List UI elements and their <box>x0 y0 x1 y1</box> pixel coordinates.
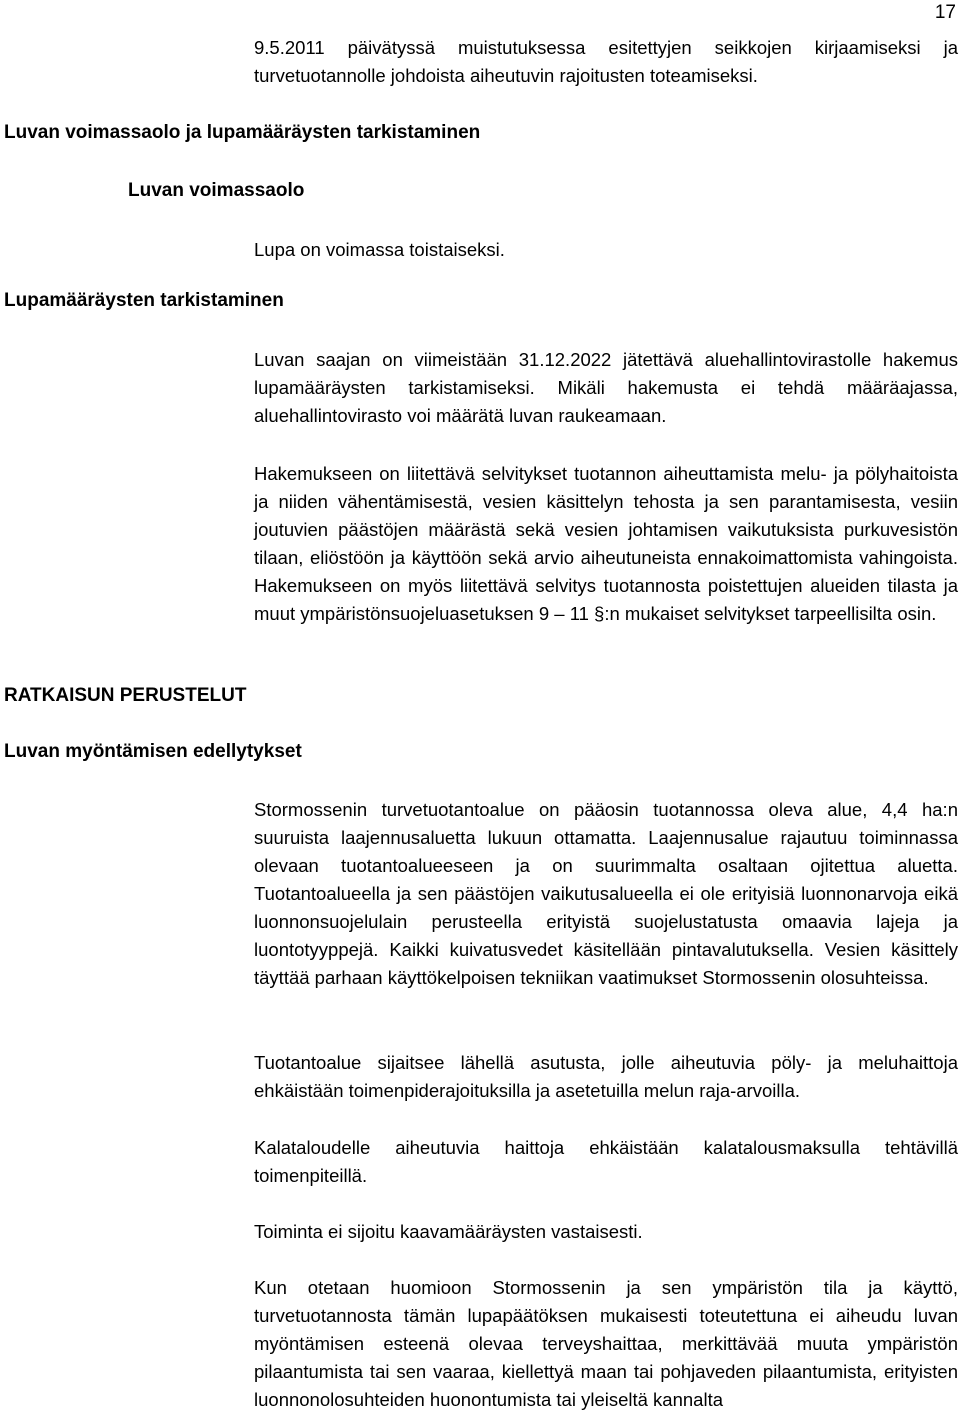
conditions-paragraph-2: Tuotantoalue sijaitsee lähellä asutusta, jolle aiheutuvia pöly- ja meluhaittoja ehkäistään toimenpiderajoituksilla ja asetetuilla melun raja-arvoilla. <box>254 1052 958 1101</box>
intro-paragraph: 9.5.2011 päivätyssä muistutuksessa esitettyjen seikkojen kirjaamiseksi ja turvetuotannolle johdoista aiheutuvin rajoitusten toteamiseksi. <box>254 37 958 86</box>
page-number: 17 <box>934 2 956 23</box>
conditions-paragraph-1: Stormossenin turvetuotantoalue on pääosin tuotannossa oleva alue, 4,4 ha:n suuruista laajennusaluetta lukuun ottamatta. Laajennusalue rajautuu toiminnassa olevaan tuotantoalueeseen ja on suurimmalta osaltaan ojitettua aluetta. Tuotantoalueella ja sen päästöjen vaikutusalueella ei ole erityisiä luonnonarvoja eikä luonnonsuojelulain perusteella erityistä suojelustatusta omaavia lajeja ja luontotyyppejä. Kaikki kuivatusvedet käsitellään pintavalutuksella. Vesien käsittely täyttää parhaan käyttökelpoisen tekniikan vaatimukset Stormossenin olosuhteissa. <box>254 799 958 988</box>
section-heading-validity-review: Luvan voimassaolo ja lupamääräysten tarkistaminen <box>4 122 481 143</box>
review-paragraph-1: Luvan saajan on viimeistään 31.12.2022 jätettävä aluehallintovirastolle hakemus lupamääräysten tarkistamiseksi. Mikäli hakemusta ei tehdä määräajassa, aluehallintovirasto voi määrätä luvan raukeamaan. <box>254 349 958 426</box>
conditions-paragraph-4: Toiminta ei sijoitu kaavamääräysten vastaisesti. <box>254 1221 643 1242</box>
review-paragraph-2: Hakemukseen on liitettävä selvitykset tuotannon aiheuttamista melu- ja pölyhaitoista ja niiden vähentämisestä, vesien käsittelyn tehosta ja sen parantamisesta, vesiin joutuvien päästöjen määrästä sekä vesien johtamisen vaikutuksista purkuvesistön tilaan, eliöstöön ja käyttöön sekä arvio aiheutuneista ennakoimattomista vahingoista. Hakemukseen on myös liitettävä selvitys tuotannosta poistettujen alueiden tilasta ja muut ympäristönsuojeluasetuksen 9 – 11 §:n mukaiset selvitykset tarpeellisilta osin. <box>254 463 958 624</box>
section-heading-grounds: RATKAISUN PERUSTELUT <box>4 685 247 706</box>
conditions-paragraph-5: Kun otetaan huomioon Stormossenin ja sen ympäristön tila ja käyttö, turvetuotannosta tämän lupapäätöksen mukaisesti toteutettuna ei aiheudu luvan myöntämisen esteenä olevaa terveyshaittaa, merkittävää muuta ympäristön pilaantumista tai sen vaaraa, kiellettyä maan tai pohjaveden pilaantumista, erityisten luonnonolosuhteiden huonontumista tai yleiseltä kannalta <box>254 1277 958 1410</box>
subheading-conditions: Luvan myöntämisen edellytykset <box>4 741 302 762</box>
conditions-paragraph-3: Kalataloudelle aiheutuvia haittoja ehkäistään kalatalousmaksulla tehtävillä toimenpiteillä. <box>254 1137 958 1186</box>
validity-paragraph: Lupa on voimassa toistaiseksi. <box>254 239 505 260</box>
subheading-review: Lupamääräysten tarkistaminen <box>4 290 284 311</box>
subheading-validity: Luvan voimassaolo <box>128 180 305 201</box>
